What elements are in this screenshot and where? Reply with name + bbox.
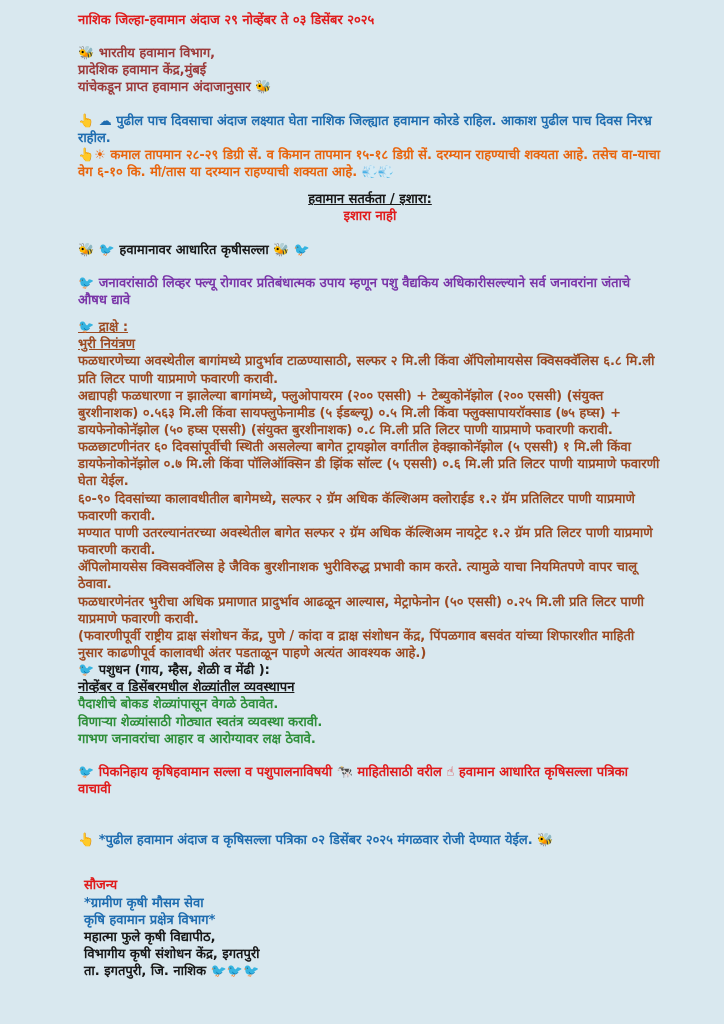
- next-bulletin-block: [78, 832, 662, 849]
- courtesy-university: महात्मा फुले कृषी विद्यापीठ,: [84, 929, 216, 945]
- livestock-point: विणाऱ्या शेळ्यांसाठी गोठ्यात स्वतंत्र व्यवस्था करावी.: [78, 714, 323, 730]
- livestock-note-block: [78, 275, 662, 309]
- grapes-paragraph: ६०-९० दिवसांच्या कालावधीतील बागेमध्ये, सल्फर २ ग्रॅम अधिक कॅल्शिअम क्लोराईड १.२ ग्रॅम प्रतिलिटर पाणी याप्रमाणे फवारणी करावी.: [78, 491, 635, 524]
- source-line-rmc: प्रादेशिक हवामान केंद्र,मुंबई: [78, 63, 207, 79]
- grapes-paragraph: अद्यापही फळधारणा न झालेल्या बागांमध्ये, फ्लुओपायरम (२०० एससी) + टेब्युकोनॅझोल (२०० एससी) (संयुक्त बुरशीनाशक) ०.५६३ मि.ली किंवा सायफ्लुफेनामीड (५ ईडब्ल्यू) ०.५ मि.ली किंवा फ्लुक्सापायरॉक्साड (७५ हघ्स) + डायफेनोकोनॅझोल (५० हघ्स एससी) (संयुक्त बुरशीनाशक) ०.८ मि.ली प्रति लिटर पाणी याप्रमाणे फवारणी करावी.: [78, 388, 622, 438]
- livestock-point: पैदाशीचे बोकड शेळ्यांपासून वेगळे ठेवावेत.: [78, 697, 279, 713]
- grapes-paragraph: फळधारणेनंतर भुरीचा अधिक प्रमाणात प्रादुर्भाव आढळून आल्यास, मेट्राफेनोन (५० एससी) ०.२५ मि.ली प्रति लिटर पाणी याप्रमाणे फवारणी करावी.: [78, 594, 644, 627]
- page-title: नाशिक जिल्हा-हवामान अंदाज २९ नोव्हेंबर ते ०३ डिसेंबर २०२५: [78, 13, 375, 28]
- grapes-paragraph: मण्यात पाणी उतरल्यानंतरच्या अवस्थेतील बागेत सल्फर २ ग्रॅम अधिक कॅल्शिअम नायट्रेट १.२ ग्रॅम प्रति लिटर पाणी याप्रमाणे फवारणी करावी.: [78, 525, 653, 559]
- advisory-section: [78, 242, 662, 259]
- alert-heading: हवामान सतर्कता / इशारा:: [308, 192, 432, 208]
- livestock-section: [78, 662, 662, 748]
- grapes-paragraph: फळधारणेच्या अवस्थेतील बागांमध्ये प्रादुर्भाव टाळण्यासाठी, सल्फर २ मि.ली किंवा ॲपिलोमायसेस क्विसक्वॅलिस ६.८ मि.ली प्रति लिटर पाणी याप्रमाणे फवारणी करावी.: [78, 354, 655, 387]
- livestock-subheading: नोव्हेंबर व डिसेंबरमधील शेळ्यांतील व्यवस्थापन: [78, 680, 295, 696]
- livestock-note-text: 🐦 जनावरांसाठी लिव्हर फ्ल्यू रोगावर प्रतिबंधात्मक उपाय म्हणून पशु वैद्यकिय अधिकारीसल्ल्याने सर्व जनावरांना जंताचे औषध द्यावे: [78, 275, 631, 308]
- courtesy-heading: सौजन्य: [84, 878, 118, 894]
- next-bulletin-text: 👆 *पुढील हवामान अंदाज व कृषिसल्ला पत्रिका ०२ डिसेंबर २०२५ मंगळवार रोजी देण्यात येईल. 🐝: [78, 833, 554, 849]
- grapes-paragraph: फळछाटणीनंतर ६० दिवसांपूर्वीची स्थिती असलेल्या बागेत ट्रायझोल वर्गातील हेक्झाकोनॅझोल (५ एससी) १ मि.ली किंवा डायफेनोकोनॅझोल ०.७ मि.ली किंवा पॉलिऑक्सिन डी झिंक सॉल्ट (५ एससी) ०.६ मि.ली प्रति लिटर पाणी याप्रमाणे फवारणी घेता येईल.: [78, 440, 660, 490]
- forecast-temperature-text: 👆☀ कमाल तापमान २८-२९ डिग्री सें. व किमान तापमान १५-१८ डिग्री सें. दरम्यान राहण्याची शक्यता आहे. तसेच वा-याचा वेग ६-१० कि. मी/तास या दरम्यान राहण्याची शक्यता आहे. 💨💨: [78, 147, 661, 181]
- courtesy-org-2: कृषि हवामान प्रक्षेत्र विभाग*: [84, 912, 216, 928]
- crop-note-block: [78, 764, 662, 798]
- courtesy-research-center: विभागीय कृषी संशोधन केंद्र, इगतपुरी: [84, 947, 260, 963]
- livestock-heading: 🐦 पशुधन (गाय, म्हैस, शेळी व मेंढी ):: [78, 663, 270, 679]
- forecast-general-text: 👆 ☁ पुढील पाच दिवसाचा अंदाज लक्ष्यात घेता नाशिक जिल्ह्यात हवामान कोरडे राहिल. आकाश पुढील पाच दिवस निरभ्र राहील.: [78, 113, 652, 146]
- forecast-block: [78, 113, 662, 182]
- source-block: [78, 45, 662, 96]
- alert-section: [78, 191, 662, 225]
- grapes-section: [78, 319, 662, 662]
- advisory-heading: 🐝 🐦 हवामानावर आधारित कृषीसल्ला 🐝 🐦: [78, 242, 311, 258]
- courtesy-section: [78, 877, 662, 980]
- courtesy-org-1: *ग्रामीण कृषी मौसम सेवा: [84, 895, 204, 911]
- grapes-heading: 🐦 द्राक्षे :: [78, 320, 129, 336]
- source-line-imd: 🐝 भारतीय हवामान विभाग,: [78, 46, 216, 62]
- courtesy-location: ता. इगतपुरी, जि. नाशिक 🐦🐦🐦: [84, 964, 260, 980]
- grapes-subheading: भुरी नियंत्रण: [78, 337, 136, 353]
- grapes-paragraph: (फवारणीपूर्वी राष्ट्रीय द्राक्ष संशोधन केंद्र, पुणे / कांदा व द्राक्ष संशोधन केंद्र, पिंपळगाव बसवंत यांच्या शिफारशीत माहिती नुसार काढणीपूर्व कालावधी अंतर पडताळून पाहणे अत्यंत आवश्यक आहे.): [78, 628, 635, 661]
- livestock-point: गाभण जनावरांचा आहार व आरोग्यावर लक्ष ठेवावे.: [78, 731, 316, 747]
- source-line-per: यांचेकडून प्राप्त हवामान अंदाजानुसार 🐝: [78, 80, 272, 96]
- alert-status: इशारा नाही: [343, 209, 397, 225]
- crop-note-text: 🐦 पिकनिहाय कृषिहवामान सल्ला व पशुपालनाविषयी 🐄 माहितीसाठी वरील ☝ हवामान आधारित कृषिसल्ला पत्रिका वाचावी: [78, 764, 628, 798]
- grapes-paragraph: ॲपिलोमायसेस क्विसक्वॅलिस हे जैविक बुरशीनाशक भुरीविरुद्ध प्रभावी काम करते. त्यामुळे याचा नियमितपणे वापर चालू ठेवावा.: [78, 560, 638, 593]
